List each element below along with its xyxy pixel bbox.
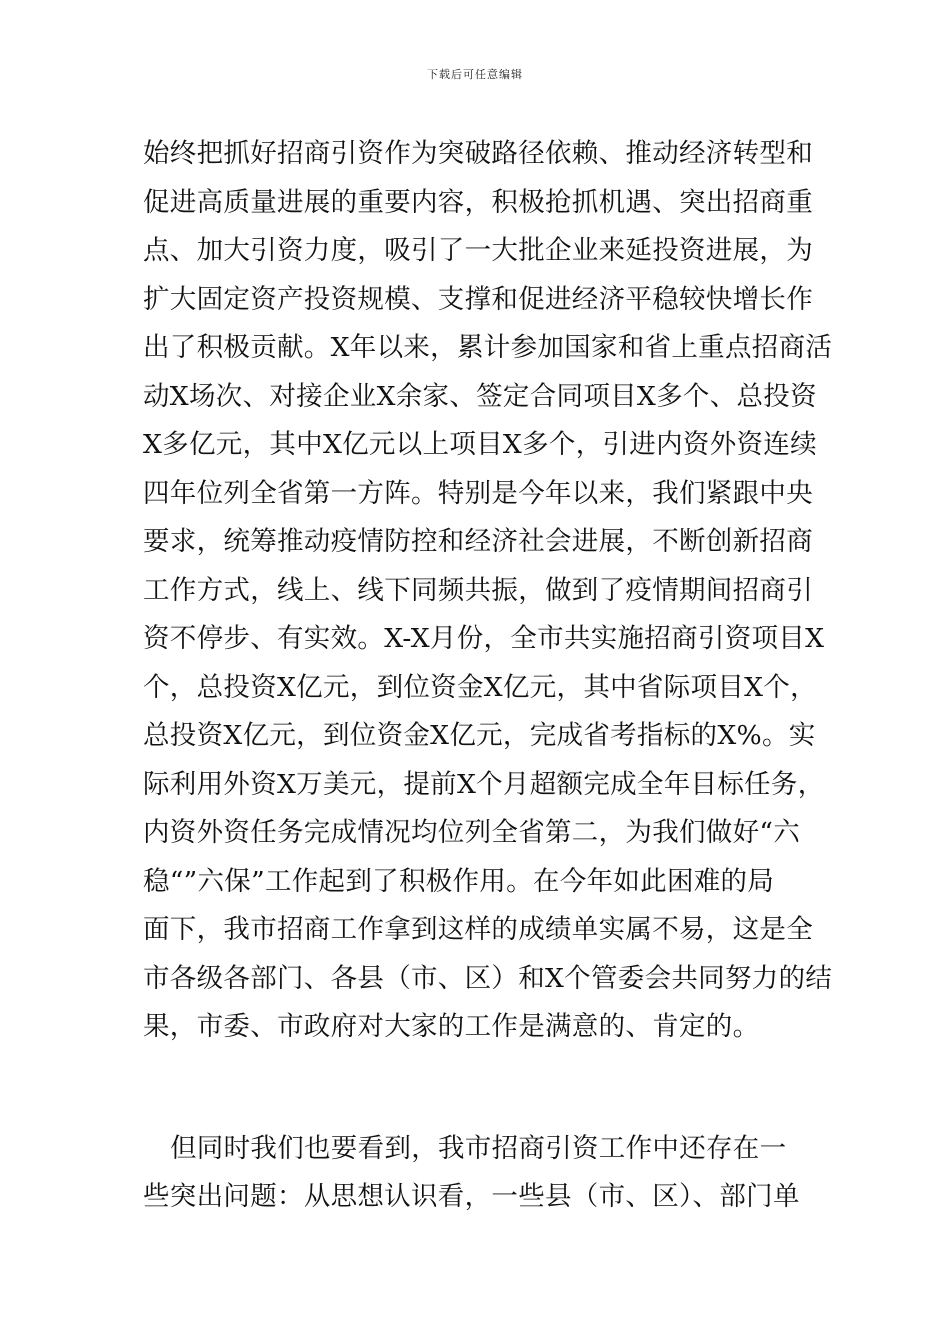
text-line: 内资外资任务完成情况均位列全省第二，为我们做好“六 xyxy=(143,817,801,848)
text-line: X多亿元，其中X亿元以上项目X多个，引进内资外资连续 xyxy=(143,429,817,460)
text-line: 要求，统筹推动疫情防控和经济社会进展，不断创新招商 xyxy=(143,526,813,557)
text-line: 面下，我市招商工作拿到这样的成绩单实属不易，这是全 xyxy=(143,914,813,945)
text-line: 些突出问题：从思想认识看，一些县（市、区）、部门单 xyxy=(143,1181,800,1212)
text-line: 稳“”六保”工作起到了积极作用。在今年如此困难的局 xyxy=(143,865,775,897)
text-line: 促进高质量进展的重要内容，积极抢抓机遇、突出招商重 xyxy=(143,186,813,218)
text-line: 动X场次、对接企业X余家、签定合同项目X多个、总投资 xyxy=(143,380,817,412)
text-line: 资不停步、有实效。X-X月份，全市共实施招商引资项目X xyxy=(143,623,825,654)
text-line: 出了积极贡献。X年以来，累计参加国家和省上重点招商活 xyxy=(143,332,833,363)
page-header-note: 下载后可任意编辑 xyxy=(427,68,523,81)
text-line: 扩大固定资产投资规模、支撑和促进经济平稳较快增长作 xyxy=(143,283,813,315)
document-body xyxy=(143,130,833,1222)
text-line: 际利用外资X万美元，提前X个月超额完成全年目标任务， xyxy=(143,768,825,800)
paragraph-gap xyxy=(143,1052,823,1125)
text-line: 始终把抓好招商引资作为突破路径依赖、推动经济转型和 xyxy=(143,138,813,169)
text-line: 个，总投资X亿元，到位资金X亿元，其中省际项目X个， xyxy=(143,671,817,703)
paragraph xyxy=(143,130,833,1052)
text-line: 点、加大引资力度，吸引了一大批企业来延投资进展，为 xyxy=(143,235,813,266)
text-line: 果，市委、市政府对大家的工作是满意的、肯定的。 xyxy=(143,1011,760,1042)
text-line: 工作方式，线上、线下同频共振，做到了疫情期间招商引 xyxy=(143,574,813,606)
paragraph xyxy=(143,1125,823,1222)
text-line: 总投资X亿元，到位资金X亿元，完成省考指标的X%。实 xyxy=(143,720,816,751)
text-line: 市各级各部门、各县（市、区）和X个管委会共同努力的结 xyxy=(143,962,833,994)
text-line: 四年位列全省第一方阵。特别是今年以来，我们紧跟中央 xyxy=(143,477,813,509)
text-line: 但同时我们也要看到，我市招商引资工作中还存在一 xyxy=(170,1132,787,1164)
